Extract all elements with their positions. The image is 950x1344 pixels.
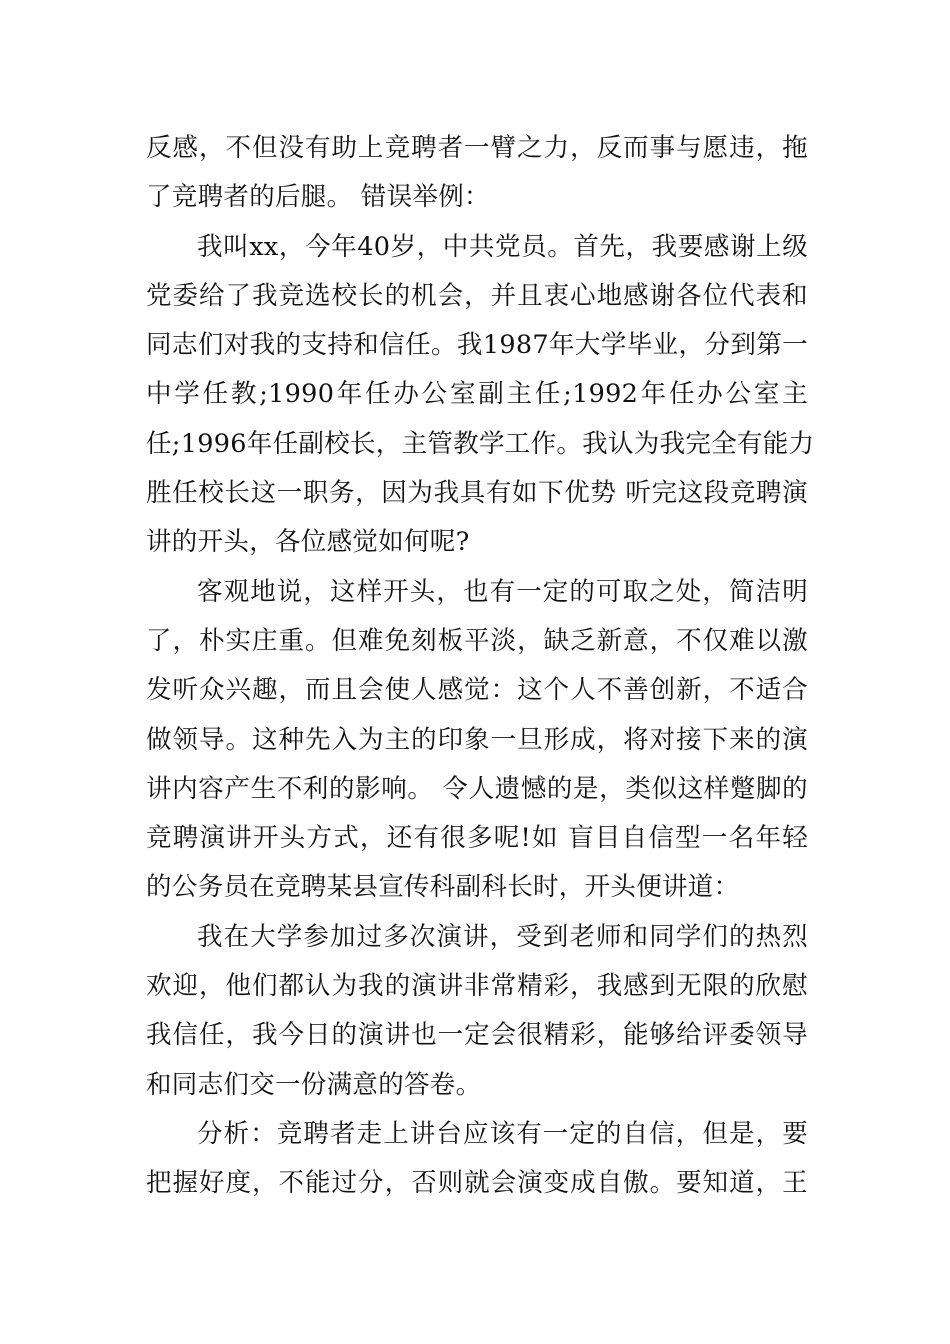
text-line-17: 我在大学参加过多次演讲，受到老师和同学们的热烈 <box>197 921 808 952</box>
text-line-16: 的公务员在竞聘某县宣传科副科长时，开头便讲道： <box>146 872 740 903</box>
text-line-6: 中学任教;1990年任办公室副主任;1992年任办公室主 <box>146 379 808 410</box>
text-line-3: 我叫xx，今年40岁，中共党员。首先，我要感谢上级 <box>197 231 808 262</box>
text-line-20: 和同志们交一份满意的答卷。 <box>146 1069 482 1100</box>
text-line-15: 竞聘演讲开头方式，还有很多呢!如 盲目自信型一名年轻 <box>146 823 808 854</box>
text-line-18: 欢迎，他们都认为我的演讲非常精彩，我感到无限的欣慰 <box>146 971 808 1002</box>
text-line-10: 客观地说，这样开头，也有一定的可取之处，简洁明 <box>197 576 808 607</box>
text-line-9: 讲的开头，各位感觉如何呢? <box>146 527 470 558</box>
body-text <box>146 124 815 1209</box>
text-line-21: 分析：竞聘者走上讲台应该有一定的自信，但是，要 <box>197 1118 808 1149</box>
text-line-14: 讲内容产生不利的影响。 令人遗憾的是，类似这样蹩脚的 <box>146 773 808 804</box>
text-line-2: 了竞聘者的后腿。 错误举例： <box>146 182 490 213</box>
text-line-8: 胜任校长这一职务，因为我具有如下优势 听完这段竞聘演 <box>146 478 808 509</box>
text-line-22: 把握好度，不能过分，否则就会演变成自傲。要知道，王 <box>146 1168 808 1199</box>
text-line-1: 反感，不但没有助上竞聘者一臂之力，反而事与愿违，拖 <box>146 133 808 163</box>
text-line-4: 党委给了我竞选校长的机会，并且衷心地感谢各位代表和 <box>146 280 808 311</box>
text-line-11: 了，朴实庄重。但难免刻板平淡，缺乏新意，不仅难以激 <box>146 625 808 656</box>
text-line-7: 任;1996年任副校长，主管教学工作。我认为我完全有能力 <box>146 428 815 459</box>
text-line-12: 发听众兴趣，而且会使人感觉：这个人不善创新，不适合 <box>146 675 808 706</box>
text-line-13: 做领导。这种先入为主的印象一旦形成，将对接下来的演 <box>146 724 808 755</box>
text-line-19: 我信任，我今日的演讲也一定会很精彩，能够给评委领导 <box>146 1020 808 1051</box>
text-line-5: 同志们对我的支持和信任。我1987年大学毕业，分到第一 <box>146 330 808 361</box>
